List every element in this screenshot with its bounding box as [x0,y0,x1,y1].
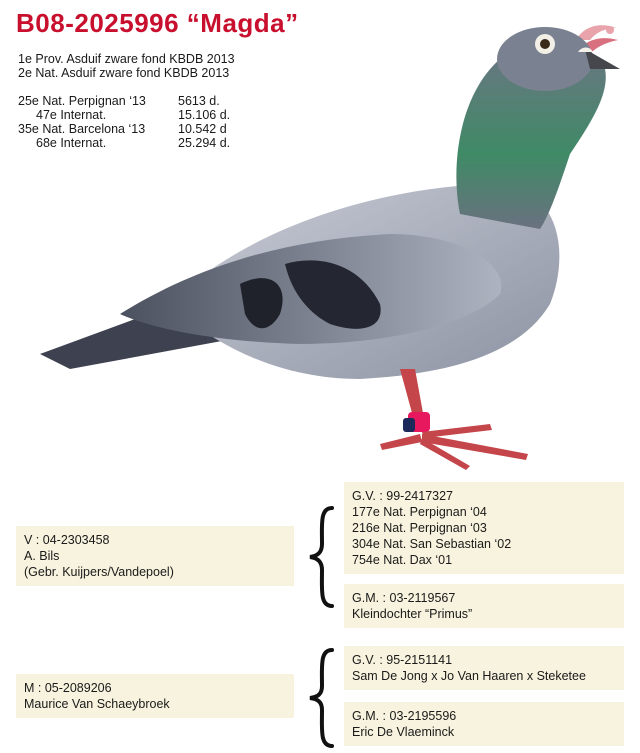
pigeon-photo [30,14,620,474]
pedigree-sire-mother [344,584,624,628]
pedigree-sire [16,526,294,586]
award-line: 2e Nat. Asduif zware fond KBDB 2013 [18,66,230,80]
result-value: 10.542 d [178,122,227,136]
pedigree-line: M : 05-2089206 [24,681,112,695]
pedigree-line: G.M. : 03-2119567 [352,591,456,605]
brace-icon [306,646,336,750]
pedigree-line: (Gebr. Kuijpers/Vandepoel) [24,565,174,579]
award-line: 1e Prov. Asduif zware fond KBDB 2013 [18,52,235,66]
pedigree-line: G.V. : 99-2417327 [352,489,454,503]
pedigree-line: Eric De Vlaeminck [352,725,455,739]
pedigree-line: G.V. : 95-2151141 [352,653,453,667]
result-value: 25.294 d. [178,136,231,150]
pedigree-line: 216e Nat. Perpignan ‘03 [352,521,487,535]
result-value: 15.106 d. [178,108,231,122]
pigeon-title: B08-2025996 “Magda” [16,8,299,38]
pedigree-line: Sam De Jong x Jo Van Haaren x Steketee [352,669,586,683]
result-value: 5613 d. [178,94,220,108]
pedigree-sire-father [344,482,624,574]
pedigree-line: 177e Nat. Perpignan ‘04 [352,505,487,519]
result-label: 35e Nat. Barcelona ‘13 [18,122,146,136]
pedigree-line: V : 04-2303458 [24,533,110,547]
result-label: 68e Internat. [36,136,107,150]
pedigree-line: A. Bils [24,549,60,563]
pedigree-line: Maurice Van Schaeybroek [24,697,170,711]
result-label: 25e Nat. Perpignan ‘13 [18,94,146,108]
pedigree-line: 754e Nat. Dax ‘01 [352,553,453,567]
pedigree-dam-father [344,646,624,690]
result-label: 47e Internat. [36,108,107,122]
pedigree-dam [16,674,294,718]
pedigree-dam-mother [344,702,624,746]
brace-icon [306,504,336,610]
pedigree-line: Kleindochter “Primus” [352,607,473,621]
pedigree-line: 304e Nat. San Sebastian ‘02 [352,537,512,551]
pedigree-line: G.M. : 03-2195596 [352,709,457,723]
